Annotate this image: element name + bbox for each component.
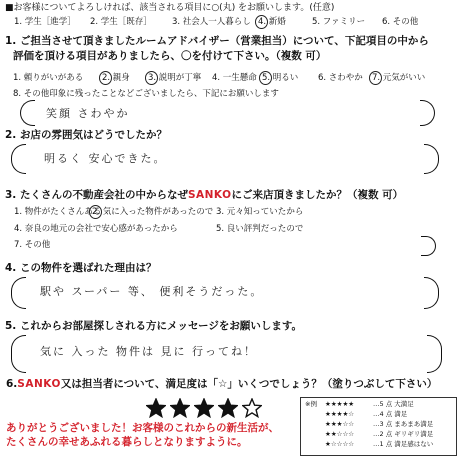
q6-number: 6.	[6, 378, 18, 390]
filled-star-icon[interactable]	[218, 398, 238, 418]
q3-option-1[interactable]: 1. 物件がたくさんある	[14, 207, 102, 217]
customer-type-option-2[interactable]: 2. 学生［既存］	[90, 17, 152, 27]
q3-title-post: にご来店頂きましたか？（複数 可）	[231, 189, 404, 201]
customer-type-option-1[interactable]: 1. 学生［進学］	[14, 17, 76, 27]
q1-option-7-circle-mark	[369, 71, 382, 85]
legend-label-1: …5 点 大満足	[373, 400, 414, 408]
q5-handwritten-answer: 気に 入った 物件は 見に 行ってね！	[40, 345, 257, 358]
q3-option-5[interactable]: 5. 良い評判だったので	[216, 224, 304, 234]
q4-bracket-left	[11, 277, 26, 309]
q3-option-2-circle-mark	[89, 205, 102, 219]
q3-title-pre: 3. たくさんの不動産会社の中からなぜ	[5, 189, 188, 201]
q1-handwritten-answer: 笑顔 さわやか	[46, 107, 130, 120]
legend-label-2: …4 点 満足	[373, 410, 408, 418]
q5-title: 5. これからお部屋探しされる方にメッセージをお願いします。	[5, 320, 302, 332]
legend-stars-4: ★★☆☆☆	[325, 430, 355, 438]
legend-stars-5: ★☆☆☆☆	[325, 440, 355, 448]
customer-type-option-3[interactable]: 3. 社会人一人暮らし	[172, 17, 251, 27]
filled-star-icon[interactable]	[194, 398, 214, 418]
q1-option-3-circle-mark	[145, 71, 158, 85]
q1-bracket-left	[20, 100, 35, 126]
legend-stars-2: ★★★★☆	[325, 410, 355, 418]
empty-star-icon[interactable]	[242, 398, 262, 418]
q2-bracket-left	[11, 144, 26, 174]
q1-option-5-circle-mark	[259, 71, 272, 85]
survey-intro: ■お客様についてよろしければ、該当される項目に○(丸) をお願いします。(任意)	[5, 3, 335, 13]
q1-option-2[interactable]: 2. 親身	[102, 73, 130, 83]
q2-title: 2. お店の雰囲気はどうでしたか？	[5, 129, 167, 141]
q1-option-5[interactable]: 5. 明るい	[262, 73, 299, 83]
legend-label-5: …1 点 満足感はない	[373, 440, 434, 448]
q1-sub-prompt: 8. その他印象に残ったことなどございましたら、下記にお願いします	[13, 89, 279, 99]
q3-option-2[interactable]: 2. 気に入った物件があったので	[92, 207, 214, 217]
q3-other-bracket-right	[421, 236, 436, 256]
q1-option-3[interactable]: 3. 説明が丁寧	[148, 73, 202, 83]
q1-bracket-right	[420, 100, 435, 126]
q1-option-7[interactable]: 7. 元気がいい	[372, 73, 426, 83]
q3-option-3[interactable]: 3. 元々知っていたから	[216, 207, 304, 217]
q5-bracket-left	[11, 335, 26, 373]
customer-type-option-6[interactable]: 6. その他	[382, 17, 419, 27]
q1-option-1[interactable]: 1. 頼りがいがある	[13, 73, 84, 83]
q1-option-6[interactable]: 6. さわやか	[318, 73, 363, 83]
customer-type-option-4-circle-mark	[255, 15, 268, 29]
q6-brand-logo: SANKO	[17, 378, 61, 390]
q1-option-2-circle-mark	[99, 71, 112, 85]
customer-type-option-5[interactable]: 5. ファミリー	[312, 17, 366, 27]
q1-title-line1: 1. ご担当させて頂きましたルームアドバイザー（営業担当）について、下記項目の中から	[5, 35, 429, 47]
q2-handwritten-answer: 明るく 安心できた。	[44, 152, 167, 165]
legend-stars-3: ★★★☆☆	[325, 420, 355, 428]
legend-label-4: …2 点 ギリギリ満足	[373, 430, 434, 438]
rating-legend-box	[300, 397, 457, 456]
q1-option-4[interactable]: 4. 一生懸命	[212, 73, 257, 83]
q4-bracket-right	[424, 277, 439, 309]
q2-bracket-right	[424, 144, 439, 174]
legend-stars-1: ★★★★★	[325, 400, 355, 408]
legend-title: ※例	[305, 400, 317, 408]
legend-label-3: …3 点 まあまあ満足	[373, 420, 434, 428]
q6-title-post: 又は担当者について、満足度は「☆」いくつでしょう？（塗りつぶして下さい）	[60, 378, 438, 390]
q5-bracket-right	[427, 335, 442, 373]
q1-title-line2: 評価を頂ける項目がありましたら、〇を付けて下さい。（複数 可）	[13, 50, 327, 62]
filled-star-icon[interactable]	[146, 398, 166, 418]
q3-option-6[interactable]: 7. その他	[14, 240, 51, 250]
thank-you-line2: たくさんの幸せあふれる暮らしとなりますように。	[6, 436, 248, 448]
q3-brand-logo: SANKO	[187, 189, 232, 201]
q4-handwritten-answer: 駅や スーパー 等、 便利そうだった。	[40, 285, 264, 298]
q3-option-4[interactable]: 4. 奈良の地元の会社で安心感があったから	[14, 224, 178, 234]
customer-type-option-4[interactable]: 4. 新婚	[258, 17, 286, 27]
filled-star-icon[interactable]	[170, 398, 190, 418]
thank-you-line1: ありがとうございました！お客様のこれからの新生活が、	[6, 422, 279, 434]
q4-title: 4. この物件を選ばれた理由は？	[5, 262, 157, 274]
